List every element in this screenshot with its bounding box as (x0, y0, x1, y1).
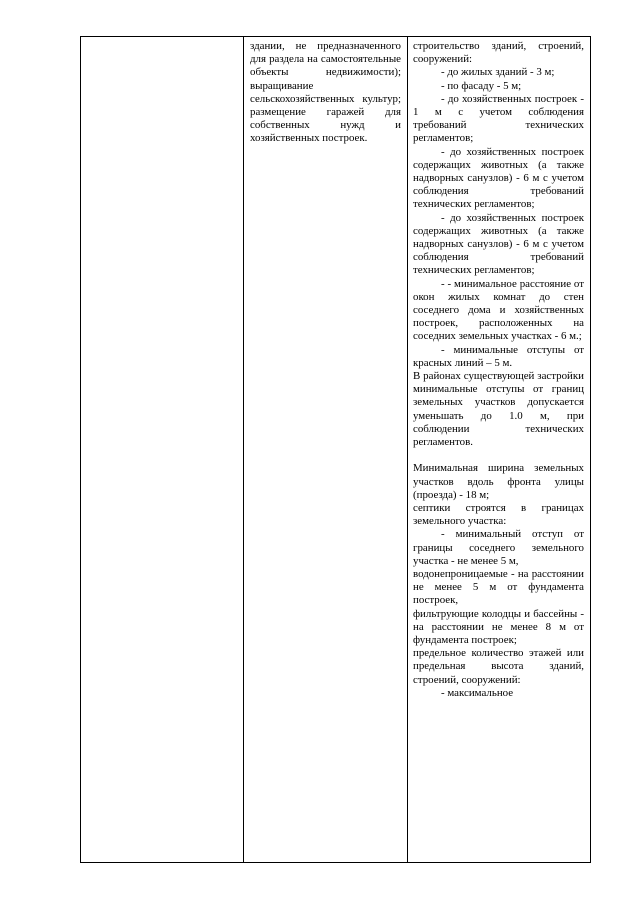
paragraph: - минимальный отступ от границы соседнего земельного участка - не менее 5 м, (413, 528, 584, 567)
paragraph: септики строятся в границах земельного участка: (413, 501, 584, 528)
table-cell-permitted-uses (244, 37, 408, 863)
paragraph: - до хозяйственных построек содержащих животных (а также надворных санузлов) - 6 м с учетом соблюдения требований технических регламентов; (413, 211, 584, 277)
table-row (81, 37, 591, 863)
paragraph: фильтрующие колодцы и бассейны - на расстоянии не менее 8 м от фундамента построек; (413, 607, 584, 646)
paragraph: В районах существующей застройки минимальные отступы от границ земельных участков допускается уменьшать до 1.0 м, при соблюдении технических регламентов. (413, 370, 584, 449)
paragraph: здании, не предназначенного для раздела на самостоятельные объекты недвижимости); выращивание сельскохозяйственных культур; размещение гаражей для собственных нужд и хозяйственных построек. (250, 40, 401, 145)
paragraph: - до хозяйственных построек - 1 м с учетом соблюдения требований технических регламентов; (413, 92, 584, 145)
paragraph: Минимальная ширина земельных участков вдоль фронта улицы (проезда) - 18 м; (413, 462, 584, 501)
paragraph: - - минимальное расстояние от окон жилых комнат до стен соседнего дома и хозяйственных построек, расположенных на соседних земельных участках - 6 м.; (413, 277, 584, 343)
paragraph: - до жилых зданий - 3 м; (441, 66, 555, 79)
paragraph: - до хозяйственных построек содержащих животных (а также надворных санузлов) - 6 м с учетом соблюдения требований технических регламентов; (413, 145, 584, 211)
table-cell-empty (81, 37, 244, 863)
regulations-table (80, 36, 591, 863)
paragraph: водонепроницаемые - на расстоянии не менее 5 м от фундамента построек, (413, 567, 584, 607)
table-cell-parameters (408, 37, 591, 863)
paragraph: строительство зданий, строений, сооружений: (413, 40, 584, 66)
paragraph: - максимальное (441, 686, 514, 699)
paragraph: - по фасаду - 5 м; (441, 79, 522, 92)
paragraph: предельное количество этажей или предельная высота зданий, строений, сооружений: (413, 647, 584, 686)
paragraph: - минимальные отступы от красных линий – 5 м. (413, 343, 584, 369)
